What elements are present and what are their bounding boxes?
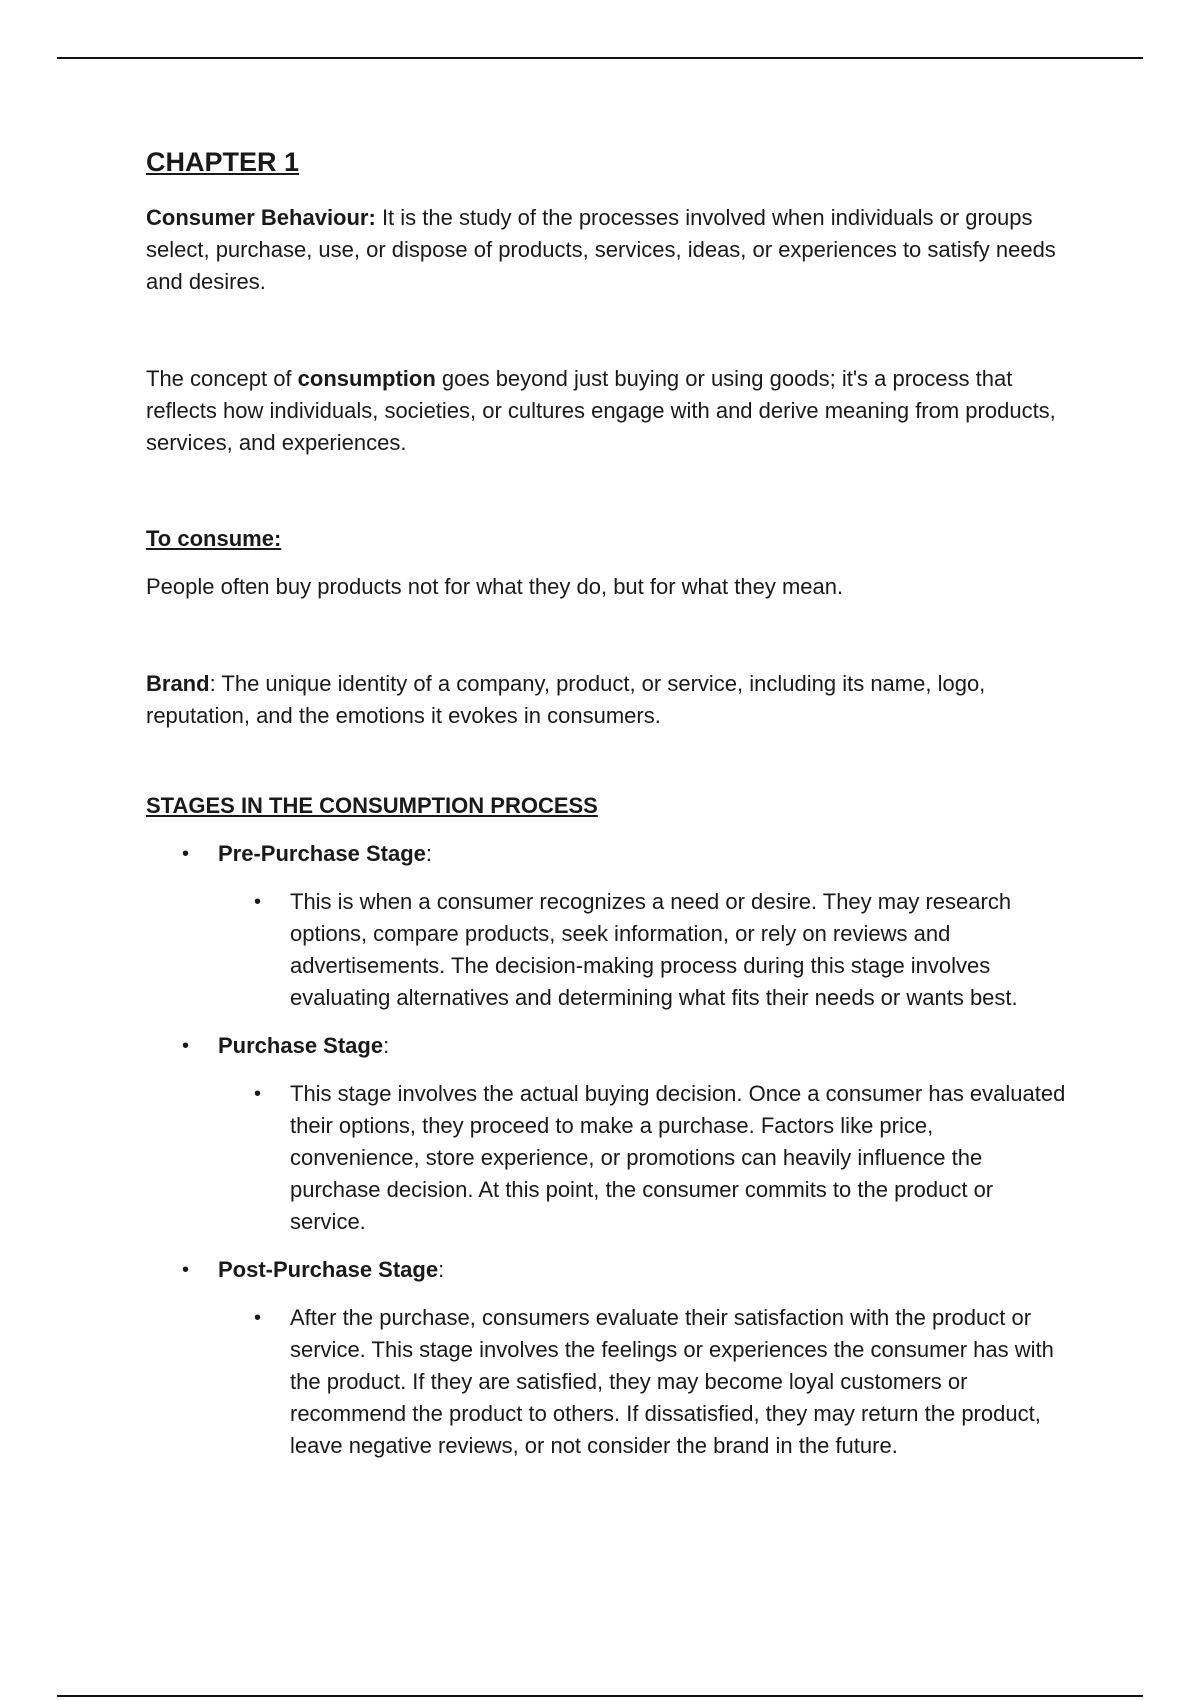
stages-list xyxy=(146,838,1066,1462)
stage-item-post-purchase xyxy=(146,1254,1066,1462)
consumption-suffix: goes beyond just buying or using goods; it's a process that reflects how individuals, societies, or cultures engage with and derive meaning from products, services, and experiences. xyxy=(146,366,1056,455)
brand-term: Brand xyxy=(146,671,210,696)
stage-item-pre-purchase xyxy=(146,838,1066,1014)
stage-title xyxy=(218,838,1066,870)
document-body xyxy=(146,142,1066,1478)
consumption-term: consumption xyxy=(297,366,436,391)
stage-title-label: Pre-Purchase Stage xyxy=(218,841,426,866)
header-rule xyxy=(57,57,1143,59)
footer-rule xyxy=(57,1695,1143,1697)
stage-title-label: Purchase Stage xyxy=(218,1033,384,1058)
stage-title-colon: : xyxy=(383,1033,390,1058)
stage-detail: • This stage involves the actual buying decision. Once a consumer has evaluated their options, they proceed to make a purchase. Factors like price, convenience, store experience, or promotions can heavily influence the purchase decision. At this point, the consumer commits to the product or service. xyxy=(218,1078,1066,1238)
stage-detail-list xyxy=(218,1078,1066,1238)
brand-definition xyxy=(146,668,1066,732)
stage-title-colon: : xyxy=(425,841,432,866)
consumption-paragraph xyxy=(146,363,1066,459)
stage-title-colon: : xyxy=(438,1257,445,1282)
stage-detail: • This is when a consumer recognizes a need or desire. They may research options, compare products, seek information, or rely on reviews and advertisements. The decision-making process during this stage involves evaluating alternatives and determining what fits their needs or wants best. xyxy=(218,886,1066,1014)
stage-item-purchase xyxy=(146,1030,1066,1238)
consumer-behaviour-definition xyxy=(146,202,1066,298)
stage-title-label: Post-Purchase Stage xyxy=(218,1257,439,1282)
chapter-title: CHAPTER 1 xyxy=(146,147,300,177)
stage-detail-list xyxy=(218,886,1066,1014)
definition-term: Consumer Behaviour: xyxy=(146,205,376,230)
stages-heading: STAGES IN THE CONSUMPTION PROCESS xyxy=(146,793,598,818)
brand-text: : The unique identity of a company, product, or service, including its name, logo, reputation, and the emotions it evokes in consumers. xyxy=(146,671,986,728)
stage-title xyxy=(218,1030,1066,1062)
stage-detail: • After the purchase, consumers evaluate their satisfaction with the product or service. This stage involves the feelings or experiences the consumer has with the product. If they are satisfied, they may become loyal customers or recommend the product to others. If dissatisfied, they may return the product, leave negative reviews, or not consider the brand in the future. xyxy=(218,1302,1066,1462)
to-consume-text: People often buy products not for what they do, but for what they mean. xyxy=(146,574,844,599)
to-consume-heading: To consume: xyxy=(146,526,282,551)
consumption-prefix: The concept of xyxy=(146,366,298,391)
definition-text: It is the study of the processes involved when individuals or groups select, purchase, use, or dispose of products, services, ideas, or experiences to satisfy needs and desires. xyxy=(146,205,1056,294)
stage-title xyxy=(218,1254,1066,1286)
stage-detail-list xyxy=(218,1302,1066,1462)
